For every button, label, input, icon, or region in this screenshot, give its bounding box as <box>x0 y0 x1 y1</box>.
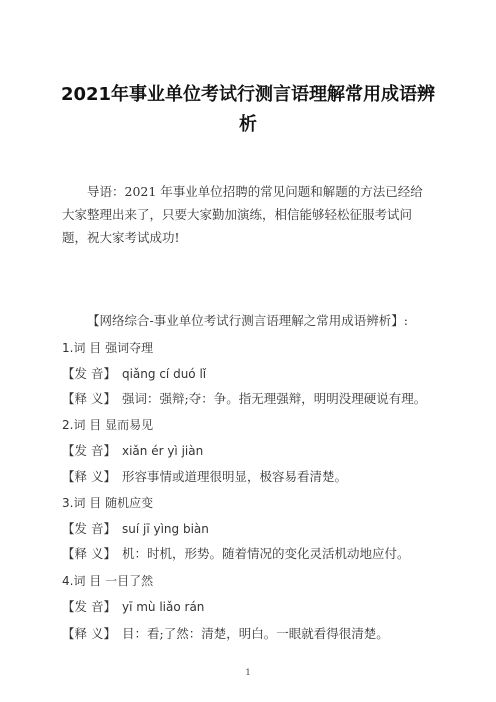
entry-2-headword: 2.词 目 显而易见 <box>62 418 154 432</box>
pronounce-label: 【发 音】 <box>62 366 116 381</box>
entry-1-meaning: 强词：强辩;夺：争。指无理强辩，明明没理硬说有理。 <box>121 391 427 406</box>
entry-1-pinyin: qiǎng cí duó lǐ <box>121 367 207 381</box>
entry-4-meaning: 目：看;了然：清楚，明白。一眼就看得很清楚。 <box>121 626 389 641</box>
entry-3-meaning: 机：时机，形势。随着情况的变化灵活机动地应付。 <box>121 546 410 561</box>
entry-4-pinyin: yī mù liǎo rán <box>121 600 205 614</box>
entry-3-definition <box>62 544 410 562</box>
entry-4-headword: 4.词 目 一目了然 <box>62 574 154 588</box>
meaning-label: 【释 义】 <box>62 546 116 561</box>
entry-1-definition <box>62 389 426 407</box>
entry-1-pronunciation <box>62 364 206 382</box>
entry-4-definition <box>62 624 389 642</box>
pronounce-label: 【发 音】 <box>62 521 116 536</box>
entry-2-definition <box>62 467 347 485</box>
entry-2-meaning: 形容事情或道理很明显，极容易看清楚。 <box>121 469 347 484</box>
section-heading: 【网络综合-事业单位考试行测言语理解之常用成语辨析】: <box>87 313 408 328</box>
entry-3-headword: 3.词 目 随机应变 <box>62 496 154 510</box>
entry-3-pinyin: suí jī yìng biàn <box>121 522 209 536</box>
entry-1-headword: 1.词 目 强词夺理 <box>62 341 154 355</box>
entry-4-pronunciation <box>62 597 204 615</box>
document-title: 2021年事业单位考试行测言语理解常用成语辨析 <box>60 84 436 135</box>
intro-paragraph: 导语：2021 年事业单位招聘的常见问题和解题的方法已经给大家整理出来了，只要大家勤加演练，相信能够轻松征服考试问题，祝大家考试成功! <box>62 184 423 245</box>
entry-2-pronunciation <box>62 441 203 459</box>
entry-2-pinyin: xiǎn ér yì jiàn <box>121 444 204 458</box>
pronounce-label: 【发 音】 <box>62 599 116 614</box>
meaning-label: 【释 义】 <box>62 626 116 641</box>
meaning-label: 【释 义】 <box>62 469 116 484</box>
entry-3-pronunciation <box>62 519 209 537</box>
pronounce-label: 【发 音】 <box>62 443 116 458</box>
meaning-label: 【释 义】 <box>62 391 116 406</box>
page-number: 1 <box>245 668 251 677</box>
